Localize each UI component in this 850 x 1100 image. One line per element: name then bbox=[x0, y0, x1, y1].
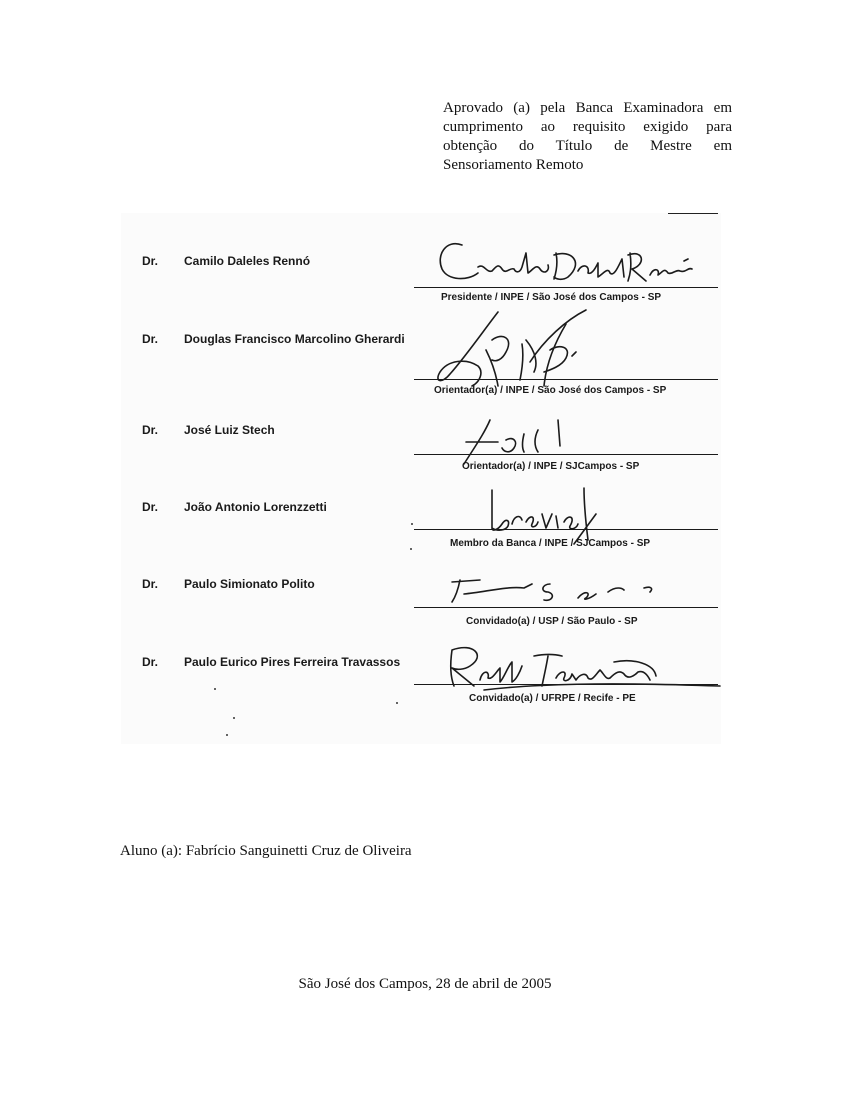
examiner-title: Dr. bbox=[142, 254, 159, 268]
examiner-title: Dr. bbox=[142, 332, 159, 346]
signature-image bbox=[446, 572, 666, 606]
examiner-name: José Luiz Stech bbox=[184, 423, 275, 437]
examiner-role: Membro da Banca / INPE / SJCampos - SP bbox=[450, 538, 651, 549]
examiner-role: Orientador(a) / INPE / São José dos Campos - SP bbox=[434, 385, 667, 396]
examiner-title: Dr. bbox=[142, 655, 159, 669]
scan-speck bbox=[214, 688, 216, 690]
scan-speck bbox=[233, 717, 235, 719]
signature-image bbox=[432, 233, 694, 291]
signature-line bbox=[414, 454, 718, 455]
examiner-title: Dr. bbox=[142, 500, 159, 514]
examiner-name: Camilo Daleles Rennó bbox=[184, 254, 311, 268]
signature-line bbox=[414, 529, 718, 530]
top-rule bbox=[668, 213, 718, 214]
examiner-role: Presidente / INPE / São José dos Campos - SP bbox=[441, 292, 662, 303]
approval-statement: Aprovado (a) pela Banca Examinadora em cumprimento ao requisito exigido para obtenção do Título de Mestre em Sensoriamento Remoto bbox=[443, 100, 732, 173]
scan-speck bbox=[410, 548, 412, 550]
scan-speck bbox=[226, 734, 228, 736]
examiner-name: Paulo Eurico Pires Ferreira Travassos bbox=[184, 655, 401, 669]
examiner-title: Dr. bbox=[142, 577, 159, 591]
examiner-role: Orientador(a) / INPE / SJCampos - SP bbox=[462, 461, 640, 472]
examiner-name: João Antonio Lorenzzetti bbox=[184, 500, 327, 514]
signature-line bbox=[414, 684, 718, 685]
examiner-name: Douglas Francisco Marcolino Gherardi bbox=[184, 332, 405, 346]
examiner-name: Paulo Simionato Polito bbox=[184, 577, 315, 591]
signature-image bbox=[444, 636, 722, 694]
signature-line bbox=[414, 607, 718, 608]
signature-line bbox=[414, 287, 718, 288]
scan-speck bbox=[411, 523, 413, 525]
place-and-date: São José dos Campos, 28 de abril de 2005 bbox=[298, 976, 552, 992]
examiner-role: Convidado(a) / UFRPE / Recife - PE bbox=[469, 693, 636, 704]
examiner-role: Convidado(a) / USP / São Paulo - SP bbox=[466, 616, 638, 627]
examiner-title: Dr. bbox=[142, 423, 159, 437]
scan-speck bbox=[396, 702, 398, 704]
signature-line bbox=[414, 379, 718, 380]
student-name: Aluno (a): Fabrício Sanguinetti Cruz de Oliveira bbox=[120, 843, 412, 859]
